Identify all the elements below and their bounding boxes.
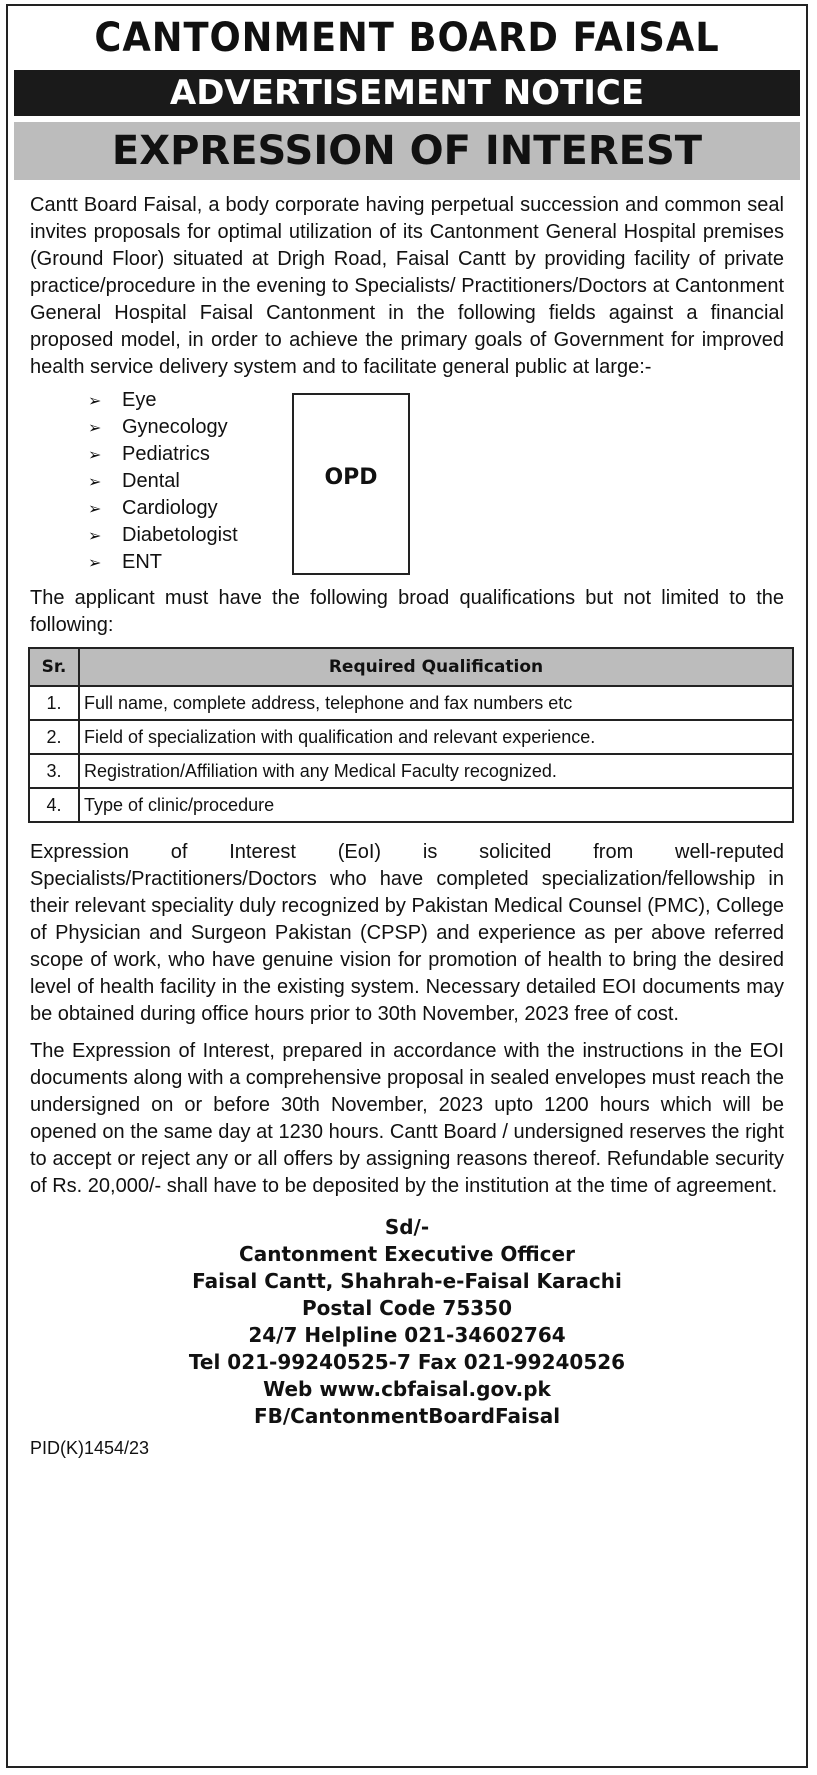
sr-cell: 2. — [29, 720, 79, 754]
sr-cell: 4. — [29, 788, 79, 822]
list-item: ➢ Gynecology — [88, 414, 784, 441]
opd-label: OPD — [324, 465, 378, 490]
table-row — [29, 754, 793, 788]
table-row — [29, 720, 793, 754]
sr-cell: 3. — [29, 754, 79, 788]
list-item: ➢ Diabetologist — [88, 522, 784, 549]
eoi-title-banner: EXPRESSION OF INTEREST — [14, 122, 800, 180]
signature-block — [30, 1214, 784, 1430]
qualifications-table — [28, 647, 794, 823]
org-title: CANTONMENT BOARD FAISAL — [94, 15, 720, 61]
sr-header: Sr. — [29, 648, 79, 686]
arrow-bullet-icon: ➢ — [88, 474, 102, 491]
postal-code: Postal Code 75350 — [301, 1296, 513, 1320]
qualification-cell: Registration/Affiliation with any Medical Faculty recognized. — [79, 754, 793, 788]
list-item: ➢ Cardiology — [88, 495, 784, 522]
qualification-cell: Field of specialization with qualification and relevant experience. — [79, 720, 793, 754]
qualifications-intro: The applicant must have the following broad qualifications but not limited to the following: — [30, 587, 784, 636]
arrow-bullet-icon: ➢ — [88, 501, 102, 518]
facebook: FB/CantonmentBoardFaisal — [253, 1404, 561, 1428]
office-address: Faisal Cantt, Shahrah-e-Faisal Karachi — [192, 1269, 622, 1293]
advertisement-page — [6, 4, 808, 1768]
qualification-cell: Type of clinic/procedure — [79, 788, 793, 822]
list-item: ➢ Pediatrics — [88, 441, 784, 468]
fields-list-block — [30, 387, 784, 577]
list-item: ➢ Eye — [88, 387, 784, 414]
list-item: ➢ Dental — [88, 468, 784, 495]
officer-title: Cantonment Executive Officer — [239, 1242, 575, 1266]
sr-cell: 1. — [29, 686, 79, 720]
tel-fax: Tel 021-99240525-7 Fax 021-99240526 — [188, 1350, 626, 1374]
qualification-cell: Full name, complete address, telephone and fax numbers etc — [79, 686, 793, 720]
pid-reference: PID(K)1454/23 — [30, 1438, 150, 1458]
table-row — [29, 788, 793, 822]
arrow-bullet-icon: ➢ — [88, 555, 102, 572]
qualification-header: Required Qualification — [79, 648, 793, 686]
eoi-paragraph: Expression of Interest (EoI) is solicited from well-reputed Specialists/Practitioners/Doctors who have completed specialization/fellowship in their relevant speciality duly recognized by Pakistan Medical Counsel (PMC), College of Physician and Surgeon Pakistan (CPSP) and experience as per above referred scope of work, who have genuine vision for promotion of health to bring the desired level of health facility in the existing system. Necessary detailed EOI documents may be obtained during office hours prior to 30th November, 2023 free of cost. — [30, 841, 784, 1025]
opd-bracket — [292, 393, 410, 575]
table-row — [29, 686, 793, 720]
table-header-row — [29, 648, 793, 686]
submission-paragraph: The Expression of Interest, prepared in accordance with the instructions in the EOI documents along with a comprehensive proposal in sealed envelopes must reach the undersigned on or before 30th November, 2023 upto 1200 hours which will be opened on the same day at 1230 hours. Cantt Board / undersigned reserves the right to accept or reject any or all offers by assigning reasons thereof. Refundable security of Rs. 20,000/- shall have to be deposited by the institution at the time of agreement. — [30, 1040, 784, 1197]
arrow-bullet-icon: ➢ — [88, 528, 102, 545]
arrow-bullet-icon: ➢ — [88, 393, 102, 410]
list-item: ➢ ENT — [88, 549, 784, 576]
sd-line: Sd/- — [384, 1215, 430, 1239]
arrow-bullet-icon: ➢ — [88, 447, 102, 464]
notice-banner: ADVERTISEMENT NOTICE — [14, 70, 800, 116]
arrow-bullet-icon: ➢ — [88, 420, 102, 437]
website: Web www.cbfaisal.gov.pk — [263, 1377, 551, 1401]
intro-paragraph: Cantt Board Faisal, a body corporate having perpetual succession and common seal invites proposals for optimal utilization of its Cantonment General Hospital premises (Ground Floor) situated at Drigh Road, Faisal Cantt by providing facility of private practice/procedure in the evening to Specialists/ Practitioners/Doctors at Cantonment General Hospital Faisal Cantonment in the following fields against a financial proposed model, in order to achieve the primary goals of Government for improved health service delivery system and to facilitate general public at large:- — [30, 194, 784, 378]
helpline: 24/7 Helpline 021-34602764 — [248, 1323, 566, 1347]
